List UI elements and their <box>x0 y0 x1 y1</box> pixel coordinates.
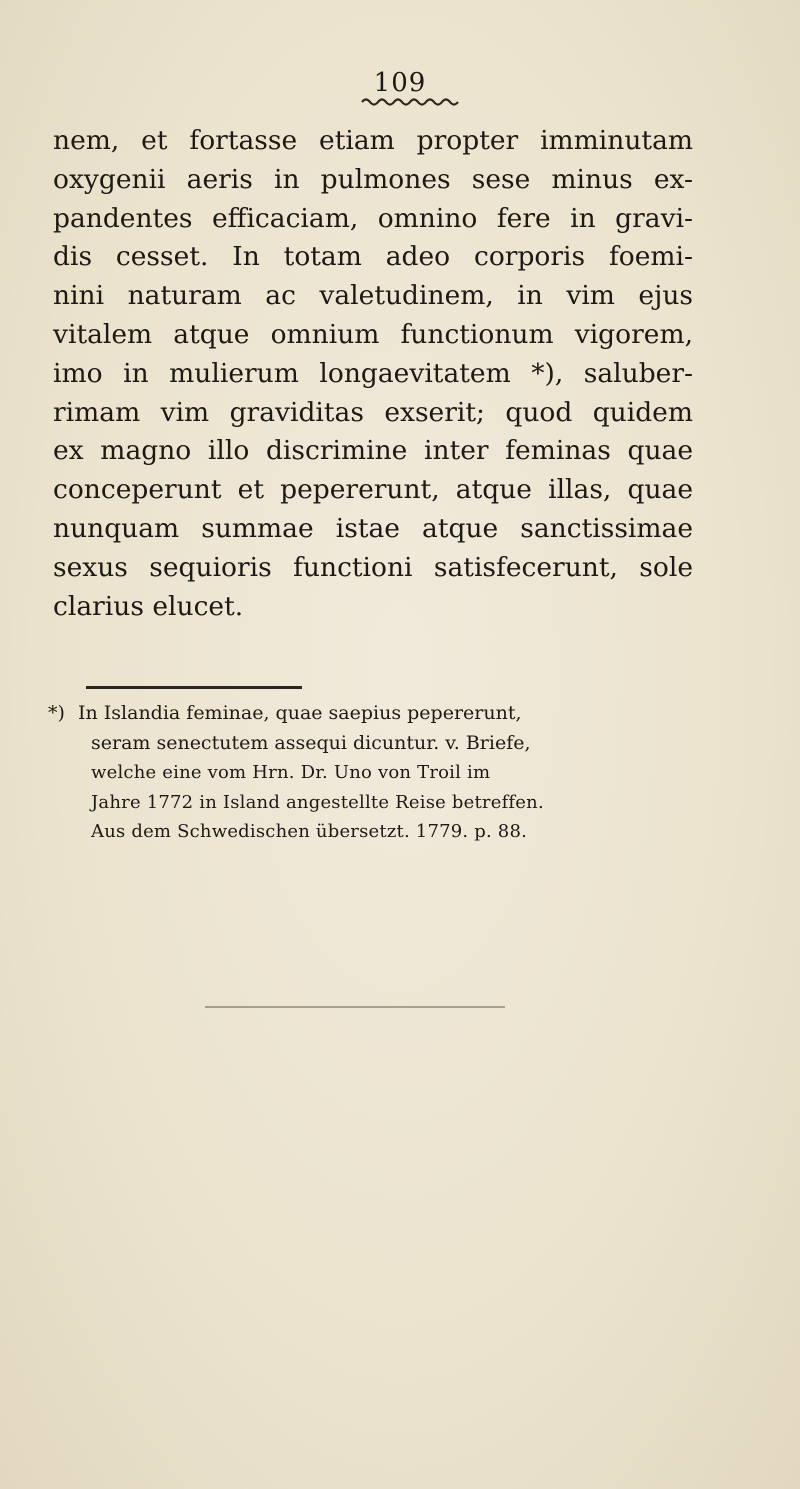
footnote-divider <box>86 686 302 689</box>
footnote-first-line <box>48 699 688 729</box>
text-line: rimam vim graviditas exserit; quod quidem <box>53 396 693 428</box>
bottom-divider <box>205 1006 505 1008</box>
text-line: clarius elucet. <box>53 590 244 622</box>
text-line: pandentes efficaciam, omnino fere in gravi- <box>53 202 693 234</box>
text-line: conceperunt et pepererunt, atque illas, quae <box>53 474 693 506</box>
page-number: 109 <box>373 68 427 98</box>
footnote-text-line: In Islandia feminae, quae saepius pepererunt, <box>78 702 522 724</box>
text-line: sexus sequioris functioni satisfecerunt, sole <box>53 551 693 583</box>
footnote <box>48 699 688 847</box>
text-line: nem, et fortasse etiam propter imminutam <box>53 125 693 156</box>
footnote-text-line: Jahre 1772 in Island angestellte Reise betreffen. <box>91 791 544 813</box>
footnote-text-line: welche eine vom Hrn. Dr. Uno von Troil im <box>91 762 491 783</box>
text-line: vitalem atque omnium functionum vigorem, <box>53 318 693 350</box>
footnote-text-line: seram senectutem assequi dicuntur. v. Briefe, <box>91 731 531 754</box>
text-line: dis cesset. In totam adeo corporis foemi- <box>53 241 693 273</box>
main-paragraph <box>53 122 693 626</box>
text-line: oxygenii aeris in pulmones sese minus ex- <box>53 163 693 195</box>
text-line: nunquam summae istae atque sanctissimae <box>53 512 693 544</box>
text-line: ex magno illo discrimine inter feminas quae <box>53 435 693 467</box>
footnote-text-line: Aus dem Schwedischen übersetzt. 1779. p. 88. <box>91 821 528 842</box>
text-line: imo in mulierum longaevitatem *), saluber- <box>53 357 693 389</box>
wave-ornament-icon <box>360 96 460 108</box>
text-line: nini naturam ac valetudinem, in vim ejus <box>53 280 693 312</box>
footnote-marker: *) <box>48 702 65 724</box>
